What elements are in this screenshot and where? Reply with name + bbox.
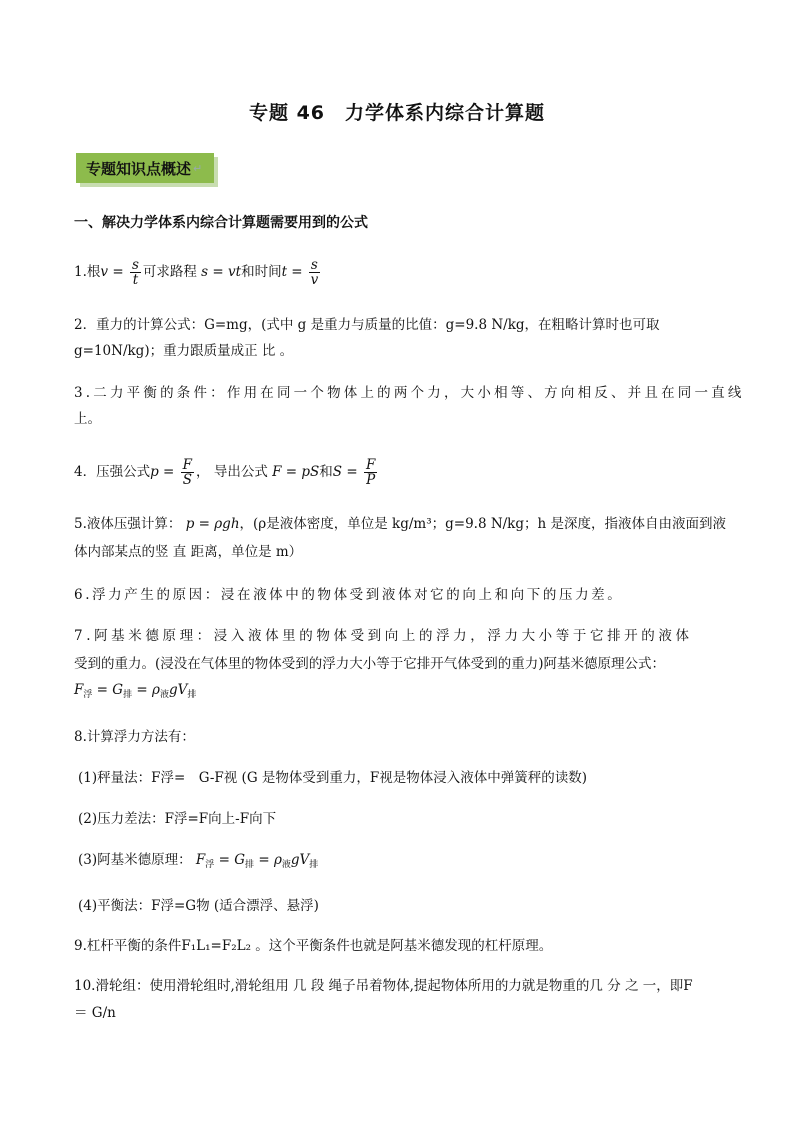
method-4: (4)平衡法：F浮=G物 (适合漂浮、悬浮) (78, 898, 319, 914)
formula-item-1: 1.根v = $\frac{s}{t}$ 可求路程 s = vt和时间t = $\frac{s}{v}$ (74, 257, 319, 288)
method-1: (1)秤量法：F浮= G-F视 (G 是物体受到重力，F视是物体浸入液体中弹簧秤的读数) (78, 770, 588, 786)
formula-item-5-line2: 体内部某点的竖 直 距离，单位是 m） (74, 544, 303, 560)
formula-item-3-line1: 3.二力平衡的条件：作用在同一个物体上的两个力，大小相等、方向相反、并且在同一直线 (74, 385, 745, 401)
formula-item-2-line2: g=10N/kg)；重力跟质量成正 比 。 (74, 343, 294, 359)
formula-item-7-line1: 7.阿基米德原理：浸入液体里的物体受到向上的浮力，浮力大小等于它排开的液体 (74, 628, 693, 644)
formula-item-9: 9.杠杆平衡的条件F₁L₁=F₂L₂ 。这个平衡条件也就是阿基米德发现的杠杆原理。 (74, 938, 553, 954)
formula-item-5-line1: 5.液体压强计算： p = ρgh，(ρ是液体密度，单位是 kg/m³；g=9.8 N/kg；h 是深度，指液体自由液面到液 (74, 516, 726, 532)
formula-item-8: 8.计算浮力方法有： (74, 729, 195, 745)
method-3: (3)阿基米德原理： $F_浮 = G_排 = \rho_液gV_排$ (78, 852, 319, 870)
method-2: (2)压力差法：F浮=F向上-F向下 (78, 811, 277, 827)
section-badge (76, 153, 214, 183)
formula-item-2-line1: 2．重力的计算公式：G=mg，(式中 g 是重力与质量的比值：g=9.8 N/kg，在粗略计算时也可取 (74, 317, 660, 333)
formula-item-4: 4．压强公式p = $\frac{F}{S}$ ， 导出公式 F = pS和S = $\frac{F}{P}$ (74, 457, 376, 488)
formula-item-3-line2: 上。 (74, 411, 101, 427)
archimedes-formula: $F_浮 = G_排 = \rho_液gV_排$ (74, 682, 197, 700)
formula-item-10-line1: 10.滑轮组：使用滑轮组时,滑轮组用 几 段 绳子吊着物体,提起物体所用的力就是物重的几 分 之 一，即F (74, 978, 693, 994)
section-heading: 一、解决力学体系内综合计算题需要用到的公式 (74, 215, 368, 231)
return-mark-icon: ↵ (193, 161, 203, 175)
section-badge-label: 专题知识点概述 (86, 159, 192, 178)
formula-item-7-line2: 受到的重力。(浸没在气体里的物体受到的浮力大小等于它排开气体受到的重力)阿基米德原理公式： (74, 656, 666, 672)
formula-item-10-line2: ＝ G/n (74, 1005, 116, 1021)
page-title: 专题 46 力学体系内综合计算题 (248, 102, 546, 124)
formula-item-6: 6.浮力产生的原因：浸在液体中的物体受到液体对它的向上和向下的压力差。 (74, 587, 624, 603)
